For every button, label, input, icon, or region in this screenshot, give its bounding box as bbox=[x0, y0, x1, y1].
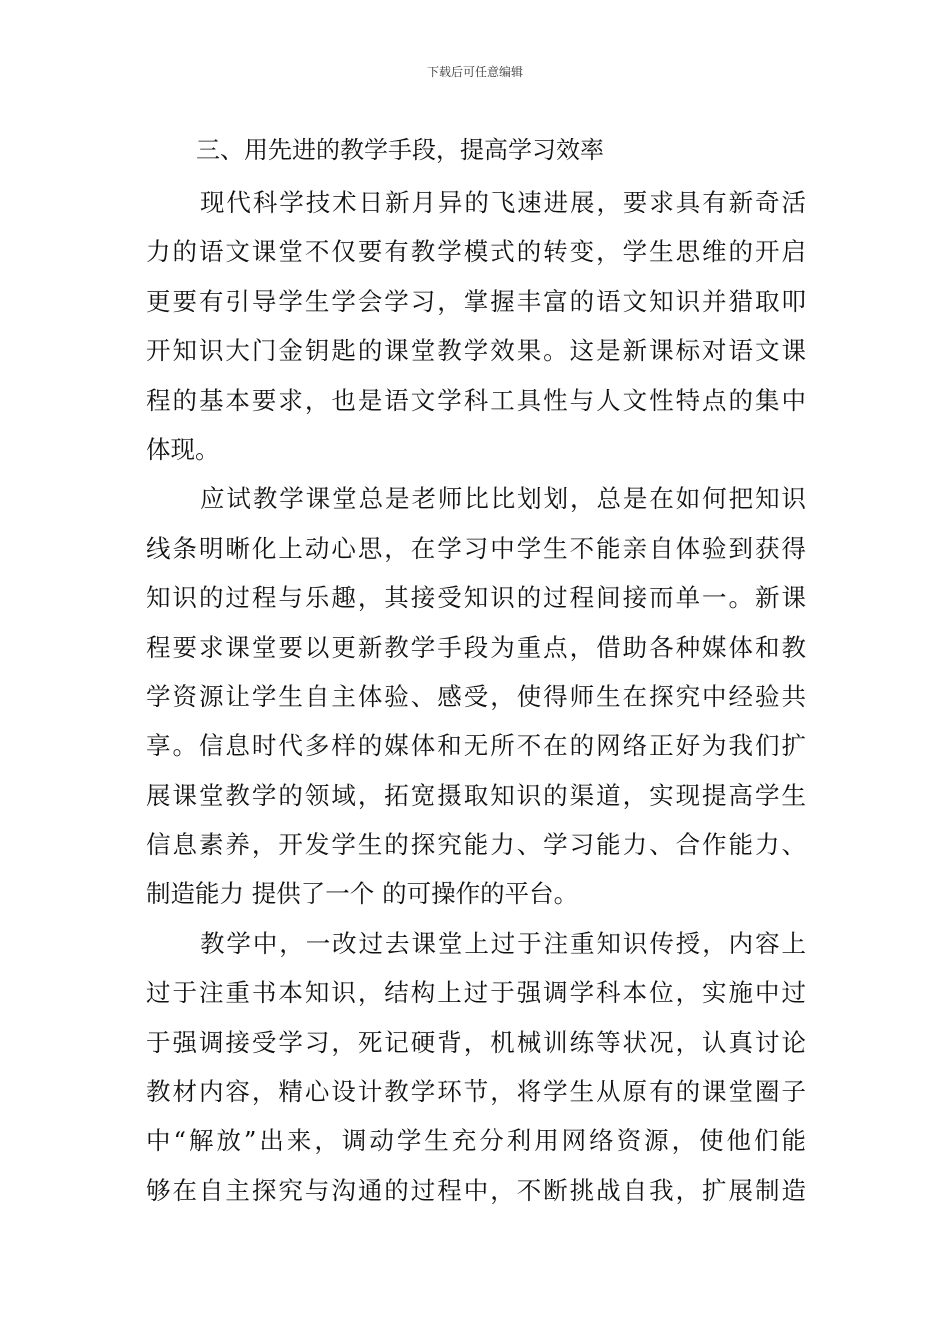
text-line: 程的基本要求，也是语文学科工具性与人文性特点的集中 bbox=[146, 385, 806, 415]
text-line: 学资源让学生自主体验、感受，使得师生在探究中经验共 bbox=[146, 681, 806, 711]
text-line: 于强调接受学习，死记硬背，机械训练等状况，认真讨论 bbox=[146, 1027, 806, 1057]
page-header: 下载后可任意编辑 bbox=[426, 65, 523, 79]
text-line: 中“解放”出来，调动学生充分利用网络资源，使他们能 bbox=[146, 1126, 806, 1156]
paragraph-3 bbox=[146, 919, 806, 1215]
paragraph-2 bbox=[146, 474, 806, 919]
text-line: 知识的过程与乐趣，其接受知识的过程间接而单一。新课 bbox=[146, 583, 806, 613]
text-line: 体现。 bbox=[146, 434, 220, 464]
text-line: 更要有引导学生学会学习，掌握丰富的语文知识并猎取叩 bbox=[146, 286, 806, 316]
text-line: 教学中，一改过去课堂上过于注重知识传授，内容上 bbox=[200, 928, 806, 958]
text-line: 过于注重书本知识，结构上过于强调学科本位，实施中过 bbox=[146, 978, 806, 1008]
text-line: 教材内容，精心设计教学环节，将学生从原有的课堂圈子 bbox=[146, 1077, 806, 1107]
text-line: 应试教学课堂总是老师比比划划，总是在如何把知识 bbox=[200, 484, 806, 514]
text-line: 开知识大门金钥匙的课堂教学效果。这是新课标对语文课 bbox=[146, 336, 806, 366]
text-line: 力的语文课堂不仅要有教学模式的转变，学生思维的开启 bbox=[146, 237, 806, 267]
text-line: 够在自主探究与沟通的过程中，不断挑战自我，扩展制造 bbox=[146, 1175, 806, 1205]
text-line: 程要求课堂要以更新教学手段为重点，借助各种媒体和教 bbox=[146, 632, 806, 662]
text-line: 展课堂教学的领域，拓宽摄取知识的渠道，实现提高学生 bbox=[146, 780, 806, 810]
section-heading: 三、用先进的教学手段，提高学习效率 bbox=[196, 136, 604, 164]
body-text bbox=[146, 178, 806, 1215]
text-line: 制造能力 提供了一个 的可操作的平台。 bbox=[146, 879, 579, 909]
text-line: 享。信息时代多样的媒体和无所不在的网络正好为我们扩 bbox=[146, 731, 806, 761]
text-line: 现代科学技术日新月异的飞速进展，要求具有新奇活 bbox=[200, 188, 806, 217]
text-line: 信息素养，开发学生的探究能力、学习能力、合作能力、 bbox=[146, 830, 806, 860]
text-line: 线条明晰化上动心思，在学习中学生不能亲自体验到获得 bbox=[146, 533, 806, 563]
paragraph-1 bbox=[146, 178, 806, 474]
